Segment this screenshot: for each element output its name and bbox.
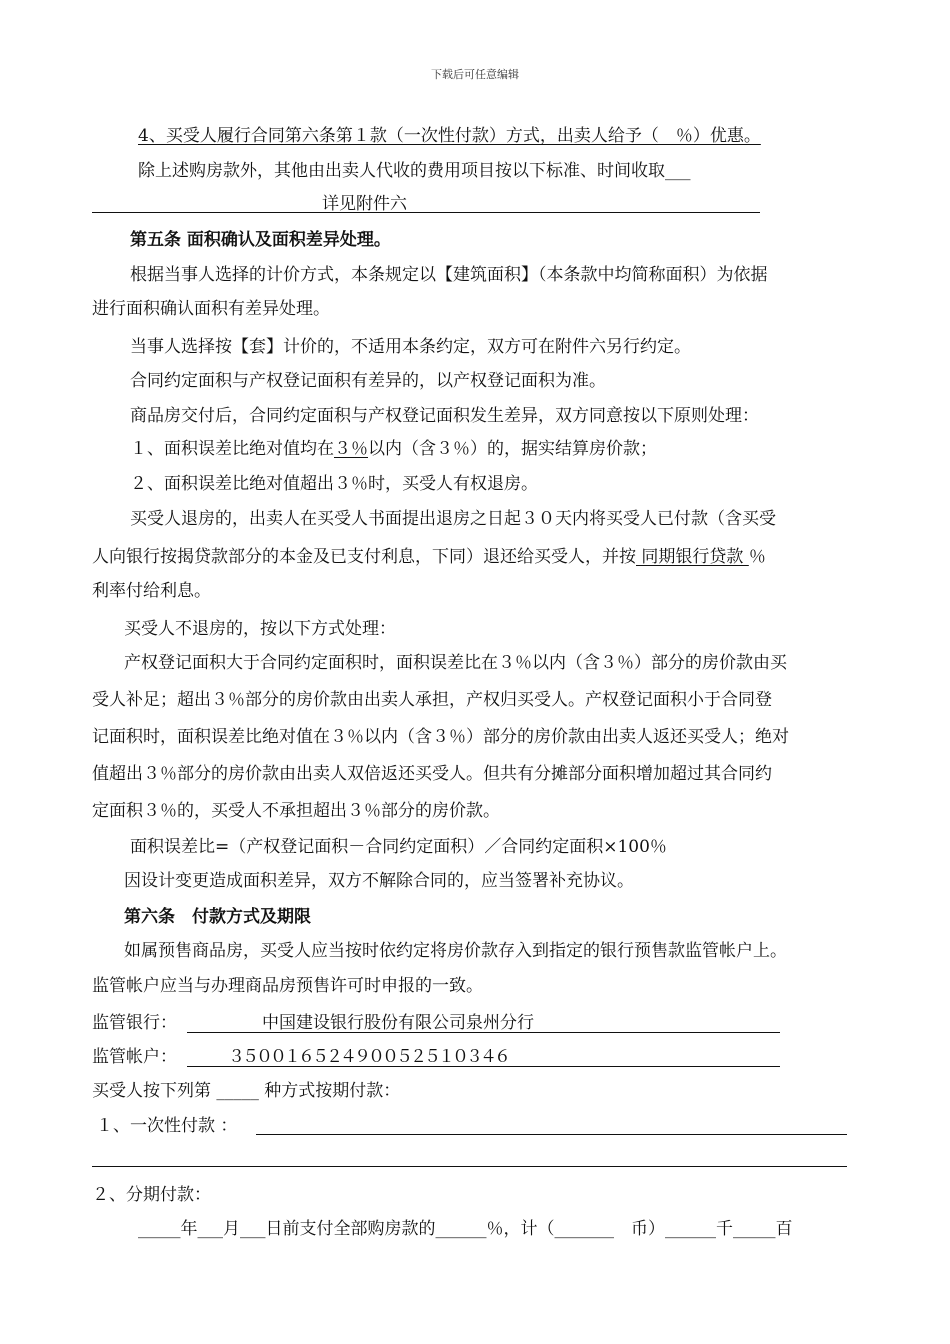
article-6-title: 第六条 付款方式及期限 [124,907,311,927]
paragraph-line: 利率付给利息。 [92,581,211,601]
lump-sum-payment-label: １、一次性付款 ： [96,1116,238,1136]
refund-interest-line [92,546,766,568]
rule-item-1-threshold: ３％ [334,439,368,459]
paragraph-line: 买受人退房的，出卖人在买受人书面提出退房之日起３０天内将买受人已付款（含买受 [130,509,776,529]
rule-item-1-prefix: １、面积误差比绝对值均在 [130,439,334,459]
payment-method-choice: 买受人按下列第 _____ 种方式按期付款： [92,1081,401,1101]
supervising-bank-value: 中国建设银行股份有限公司泉州分行 [262,1013,534,1033]
article-5-title: 第五条 面积确认及面积差异处理。 [130,230,391,250]
paragraph-line: 买受人不退房的，按以下方式处理： [124,619,396,639]
area-error-formula: 面积误差比=（产权登记面积－合同约定面积）／合同约定面积×100％ [130,837,667,857]
lump-sum-underline [256,1134,847,1135]
supervising-bank-label: 监管银行： [92,1013,177,1033]
lump-sum-underline-2 [92,1166,847,1167]
paragraph-line: 受人补足；超出３％部分的房价款由出卖人承担，产权归买受人。产权登记面积小于合同登 [92,690,772,710]
paragraph-line: 记面积时，面积误差比绝对值在３％以内（含３％）部分的房价款由出卖人返还买受人；绝对 [92,727,789,747]
paragraph-line: 如属预售商品房，买受人应当按时依约定将房价款存入到指定的银行预售款监管帐户上。 [124,941,787,961]
clause-4-discount: 4、买受人履行合同第六条第１款（一次性付款）方式，出卖人给予（ ％）优惠。 [138,126,761,146]
paragraph-line: 因设计变更造成面积差异，双方不解除合同的，应当签署补充协议。 [124,871,634,891]
percent-sign: ％ [748,547,766,567]
paragraph-line: 监管帐户应当与办理商品房预售许可时申报的一致。 [92,976,483,996]
paragraph-line: 当事人选择按【套】计价的，不适用本条约定，双方可在附件六另行约定。 [130,337,691,357]
paragraph-line: 商品房交付后，合同约定面积与产权登记面积发生差异，双方同意按以下原则处理： [130,406,759,426]
paragraph-line: 合同约定面积与产权登记面积有差异的，以产权登记面积为准。 [130,371,606,391]
paragraph-line: 产权登记面积大于合同约定面积时，面积误差比在３％以内（含３％）部分的房价款由买 [124,653,787,673]
installment-payment-label: ２、分期付款： [92,1185,211,1205]
installment-schedule-line: _____年___月___日前支付全部购房款的______％，计（_______ 币）______千_____百 [138,1219,793,1239]
supervising-account-label: 监管帐户： [92,1047,177,1067]
interest-rate-basis: 同期银行贷款 [636,547,749,567]
paragraph-line: 值超出３％部分的房价款由出卖人双倍返还买受人。但共有分摊部分面积增加超过其合同约 [92,764,772,784]
rule-item-1-suffix: 以内（含３％）的，据实结算房价款； [368,439,657,459]
refund-interest-prefix: 人向银行按揭贷款部分的本金及已支付利息，下同）退还给买受人，并按 [92,547,636,567]
rule-item-2: ２、面积误差比绝对值超出３％时，买受人有权退房。 [130,474,538,494]
supervising-account-value: ３５００１６５２４９００５２５１０３４６ [228,1047,508,1067]
paragraph-line: 根据当事人选择的计价方式，本条规定以【建筑面积】（本条款中均简称面积）为依据 [130,265,768,285]
other-fees-line: 除上述购房款外，其他由出卖人代收的费用项目按以下标准、时间收取___ [138,161,691,181]
see-appendix-6: 详见附件六 [322,194,407,214]
fill-in-rule [92,212,760,213]
paragraph-line: 定面积３％的，买受人不承担超出３％部分的房价款。 [92,801,500,821]
rule-item-1 [130,438,657,460]
page-header: 下载后可任意编辑 [431,68,519,81]
paragraph-line: 进行面积确认面积有差异处理。 [92,299,330,319]
